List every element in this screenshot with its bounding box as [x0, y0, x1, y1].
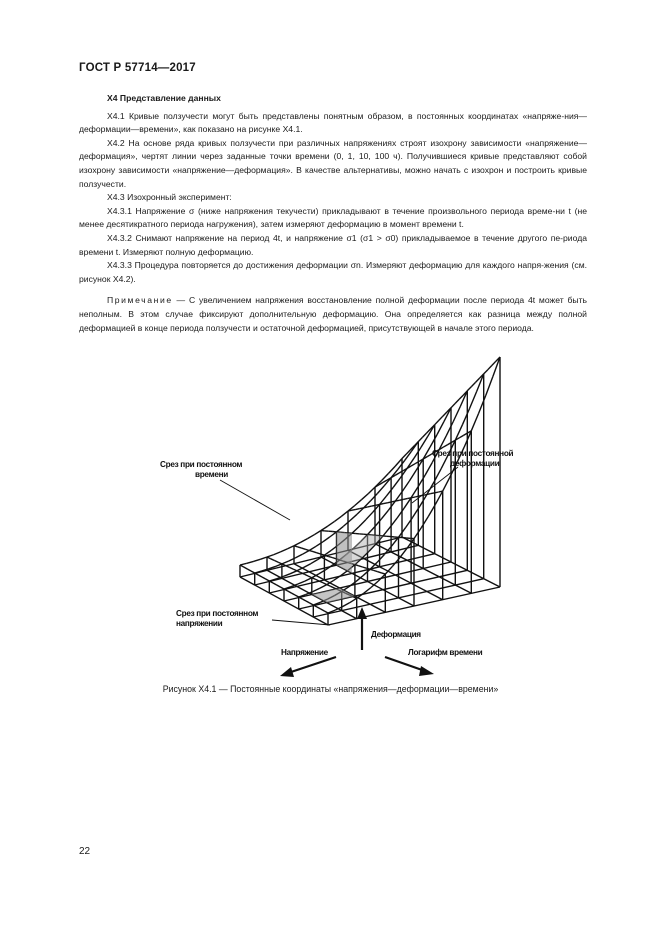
surface-line-time: [384, 503, 388, 504]
surface-line-time: [455, 399, 459, 403]
paragraph-x4-3-2: Х4.3.2 Снимают напряжение на период 4t, и напряжение σ1 (σ1 > σ0) прикладываемое в течение другого пе-риода времени t. Измеряют полную деформацию.: [79, 232, 587, 257]
surface-line-time: [368, 506, 372, 507]
base-grid-line: [348, 550, 443, 599]
surface-line-time: [359, 566, 363, 567]
surface-line-time: [488, 366, 492, 370]
surface-line-stress: [350, 514, 357, 520]
surface-line-time: [304, 574, 308, 576]
surface-line-time: [298, 547, 302, 548]
surface-line-stress: [355, 500, 362, 506]
surface-line-time: [467, 387, 471, 391]
surface-line-time: [305, 549, 309, 550]
surface-line-stress: [302, 551, 309, 555]
surface-line-stress: [240, 563, 247, 565]
surface-line-stress: [430, 435, 437, 448]
surface-line-stress: [366, 512, 373, 519]
surface-line-time: [309, 551, 313, 552]
surface-line-time: [324, 611, 328, 613]
paragraph-x4-3: Х4.3 Изохронный эксперимент:: [107, 192, 232, 203]
surface-line-stress: [397, 508, 404, 518]
surface-line-time: [310, 603, 314, 605]
surface-line-time: [422, 433, 426, 437]
surface-line-time: [251, 571, 255, 573]
surface-line-stress: [308, 535, 315, 539]
surface-line-stress: [304, 564, 311, 568]
surface-line-stress: [381, 510, 388, 519]
surface-line-stress: [462, 409, 469, 425]
surface-line-stress: [328, 521, 335, 526]
surface-line-time: [380, 504, 384, 505]
surface-line-stress: [267, 555, 274, 557]
note: [79, 294, 587, 335]
surface-line-time: [317, 607, 321, 609]
surface-line-time: [244, 567, 248, 569]
surface-line-time: [280, 587, 284, 589]
time-arrowhead: [419, 666, 434, 676]
label-slice-deform-line1: Срез при постоянной: [432, 449, 514, 458]
surface-line-stress: [371, 494, 378, 501]
surface-line-stress: [377, 486, 384, 494]
surface-line-stress: [314, 531, 321, 535]
surface-line-time: [348, 510, 352, 511]
surface-line-time: [247, 569, 251, 571]
label-deformation: Деформация: [371, 630, 421, 639]
label-slice-stress-line2: напряжении: [176, 619, 223, 628]
surface-line-time: [435, 420, 439, 424]
stress-arrowhead: [280, 667, 294, 677]
surface-line-stress: [341, 511, 348, 516]
surface-line-time: [363, 567, 367, 568]
surface-mesh: [240, 357, 500, 625]
surface-line-time: [439, 416, 443, 420]
surface-line-stress: [301, 539, 308, 543]
surface-line-stress: [402, 481, 409, 491]
surface-line-stress: [421, 517, 428, 528]
surface-line-stress: [290, 571, 297, 574]
paragraph-x4-3-3: Х4.3.3 Процедура повторяется до достижения деформации σn. Измеряют деформацию для каждого напря-жения (см. рисунок Х4.2).: [79, 260, 587, 284]
surface-line-stress: [460, 391, 467, 407]
stress-strain-time-surface-diagram: [140, 355, 540, 677]
surface-line-time: [374, 571, 378, 572]
surface-line-time: [476, 378, 480, 382]
surface-line-stress: [305, 578, 312, 581]
surface-line-time: [418, 437, 422, 441]
figure-caption: Рисунок Х4.1 — Постоянные координаты «напряжения—деформации—времени»: [162, 684, 499, 694]
note-text: — С увеличением напряжения восстановление полной деформации после периода 4t может быть неполным. В этом случае фиксируют дополнительную деформацию. Она определяется как разница между полной деформацией в конце периода ползучести и остаточной деформацией, присутствующей в начале этого периода.: [79, 295, 587, 333]
label-stress: Напряжение: [281, 648, 328, 657]
surface-line-stress: [446, 422, 453, 436]
surface-line-stress: [443, 477, 450, 491]
surface-line-stress: [335, 516, 342, 521]
surface-line-time: [427, 454, 431, 456]
surface-line-time: [375, 485, 379, 487]
surface-line-time: [302, 599, 306, 601]
surface-line-stress: [260, 557, 267, 559]
surface-line-time: [328, 556, 332, 557]
paragraph-x4-1: Х4.1 Кривые ползучести могут быть представлены понятным образом, в постоянных координатах «напряже-ния—деформации—времени», как показано на рисунке Х4.1.: [79, 110, 587, 135]
surface-line-stress: [321, 526, 328, 530]
surface-line-time: [295, 595, 299, 597]
paragraph-x4-3-1: Х4.3.1 Напряжение σ (ниже напряжения текучести) прикладывают в течение произвольного периода време-ни t (не менее десятикратного периода нагружения), затем измеряют деформацию в момент времени t.: [79, 205, 587, 230]
section-body: [79, 92, 587, 335]
page-number: 22: [79, 846, 91, 857]
surface-line-stress: [281, 549, 288, 552]
surface-line-stress: [352, 527, 359, 534]
surface-line-stress: [359, 520, 366, 527]
surface-line-stress: [368, 487, 375, 494]
surface-line-time: [313, 552, 317, 553]
surface-line-time: [331, 586, 335, 588]
surface-line-time: [484, 370, 488, 374]
surface-line-time: [352, 509, 356, 510]
surface-line-time: [291, 593, 295, 595]
surface-line-time: [492, 361, 496, 365]
surface-line-stress: [350, 598, 357, 603]
surface-line-stress: [320, 585, 327, 589]
surface-line-time: [302, 548, 306, 549]
deformation-arrowhead: [357, 607, 367, 619]
surface-line-stress: [330, 532, 337, 537]
surface-line-time: [262, 577, 266, 579]
surface-line-stress: [409, 470, 416, 481]
surface-line-stress: [274, 552, 281, 555]
surface-line-time: [360, 508, 364, 509]
surface-line-stress: [414, 448, 421, 459]
surface-line-time: [403, 499, 407, 500]
surface-line-time: [317, 553, 321, 554]
surface-line-time: [258, 575, 262, 577]
surface-line-time: [471, 382, 475, 386]
label-slice-deform-line2: деформации: [450, 459, 500, 468]
surface-line-time: [332, 558, 336, 559]
surface-line-stress: [296, 554, 303, 558]
surface-line-time: [356, 509, 360, 510]
surface-line-time: [288, 591, 292, 593]
surface-line-time: [273, 583, 277, 585]
surface-line-stress: [247, 561, 254, 563]
surface-line-time: [275, 561, 279, 563]
surface-line-stress: [389, 466, 396, 473]
surface-line-stress: [418, 475, 425, 487]
surface-line-stress: [479, 396, 486, 414]
surface-line-stress: [309, 546, 316, 550]
surface-line-time: [395, 473, 399, 475]
figure-x4-1: [140, 355, 540, 677]
surface-line-stress: [386, 487, 393, 496]
surface-line-stress: [298, 581, 305, 584]
label-log-time: Логарифм времени: [408, 648, 483, 657]
surface-line-stress: [343, 521, 350, 527]
surface-line-stress: [282, 561, 289, 564]
surface-line-stress: [294, 542, 301, 545]
surface-line-stress: [437, 421, 444, 434]
surface-line-stress: [316, 542, 323, 547]
surface-line-time: [378, 572, 382, 573]
surface-line-time: [266, 579, 270, 581]
surface-line-stress: [311, 560, 318, 564]
note-label: Примечание: [107, 295, 173, 306]
surface-line-stress: [383, 527, 390, 536]
stress-axis-arrow: [288, 657, 336, 673]
label-slice-time-line1: Срез при постоянном: [160, 460, 243, 469]
surface-line-stress: [337, 526, 344, 532]
surface-line-time: [411, 497, 415, 498]
surface-line-stress: [486, 377, 493, 396]
surface-line-time: [443, 445, 447, 447]
document-code: ГОСТ Р 57714—2017: [79, 62, 196, 74]
paragraph-x4-2: Х4.2 На основе ряда кривых ползучести при различных напряжениях строят изохрону зависимости «напряжение—деформация», чертят линии через заданные точки времени (0, 1, 10, 100 ч). Получившиеся кривые представляют собой изохрону зависимости «напряжение—деформация». В качестве альтернативы, можно начать с изохрон и построить кривые ползучести.: [79, 137, 587, 189]
surface-line-time: [459, 395, 463, 399]
surface-line-stress: [287, 546, 294, 549]
surface-line-time: [271, 559, 275, 561]
surface-line-time: [383, 480, 387, 482]
surface-line-time: [459, 436, 463, 438]
surface-line-stress: [254, 559, 261, 561]
surface-line-stress: [368, 527, 375, 535]
surface-line-stress: [342, 603, 349, 607]
surface-line-time: [278, 562, 282, 564]
surface-line-time: [391, 501, 395, 502]
surface-line-time: [402, 454, 406, 458]
surface-line-stress: [470, 392, 477, 409]
surface-line-stress: [313, 588, 320, 591]
surface-line-stress: [362, 494, 369, 500]
surface-line-time: [321, 609, 325, 611]
slice-constant-stress: [312, 588, 355, 603]
surface-line-stress: [323, 537, 330, 542]
surface-line-time: [451, 404, 455, 408]
surface-line-stress: [471, 414, 478, 431]
surface-line-stress: [425, 463, 432, 475]
time-axis-arrow: [385, 657, 425, 671]
surface-line-time: [277, 585, 281, 587]
surface-line-stress: [453, 407, 460, 422]
surface-line-time: [391, 475, 395, 477]
label-slice-time-line2: времени: [195, 470, 228, 479]
section-title: Х4 Представление данных: [107, 93, 221, 103]
label-slice-stress-line1: Срез при постоянном: [176, 609, 259, 618]
surface-line-stress: [393, 478, 400, 487]
surface-line-time: [395, 500, 399, 501]
surface-line-time: [411, 464, 415, 466]
surface-line-time: [306, 601, 310, 603]
surface-line-stress: [377, 555, 384, 563]
surface-line-time: [289, 567, 293, 569]
surface-line-time: [364, 507, 368, 508]
